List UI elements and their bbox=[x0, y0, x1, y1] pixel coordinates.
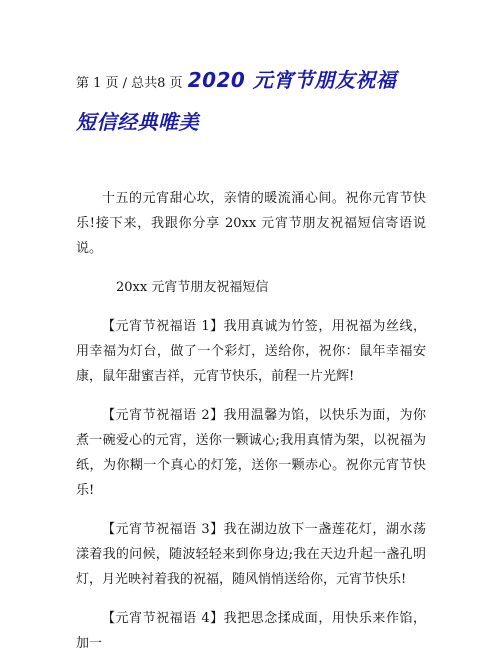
intro-paragraph: 十五的元宵甜心坎，亲情的暖流涌心间。祝你元宵节快乐!接下来，我跟你分享 20xx 元宵节朋友祝福短信寄语说说。 bbox=[76, 191, 426, 256]
document-title-line2: 短信经典唯美 bbox=[76, 110, 199, 134]
blessing-paragraph-1: 【元宵节祝福语 1】我用真诚为竹签，用祝福为丝线，用幸福为灯台，做了一个彩灯，送给你，祝你：鼠年幸福安康，鼠年甜蜜吉祥，元宵节快乐，前程一片光辉! bbox=[76, 319, 426, 384]
blessing-paragraph-3: 【元宵节祝福语 3】我在湖边放下一盏莲花灯，湖水荡漾着我的问候，随波轻轻来到你身边;我在天边升起一盏孔明灯，月光映衬着我的祝福，随风悄悄送给你，元宵节快乐! bbox=[76, 522, 426, 587]
document-body bbox=[76, 186, 426, 670]
blessing-paragraph-2: 【元宵节祝福语 2】我用温馨为馅，以快乐为面，为你煮一碗爱心的元宵，送你一颗诚心;我用真情为架，以祝福为纸，为你糊一个真心的灯笼，送你一颗赤心。祝你元宵节快乐! bbox=[76, 408, 426, 498]
document-title-line1: 2020 元宵节朋友祝福 bbox=[187, 68, 397, 92]
section-subtitle: 20xx 元宵节朋友祝福短信 bbox=[116, 280, 269, 295]
blessing-paragraph-4: 【元宵节祝福语 4】我把思念揉成面，用快乐来作馅，加一 bbox=[76, 611, 426, 651]
header-line bbox=[76, 64, 446, 93]
page-info: 第 1 页 / 总共8 页 bbox=[76, 76, 183, 91]
